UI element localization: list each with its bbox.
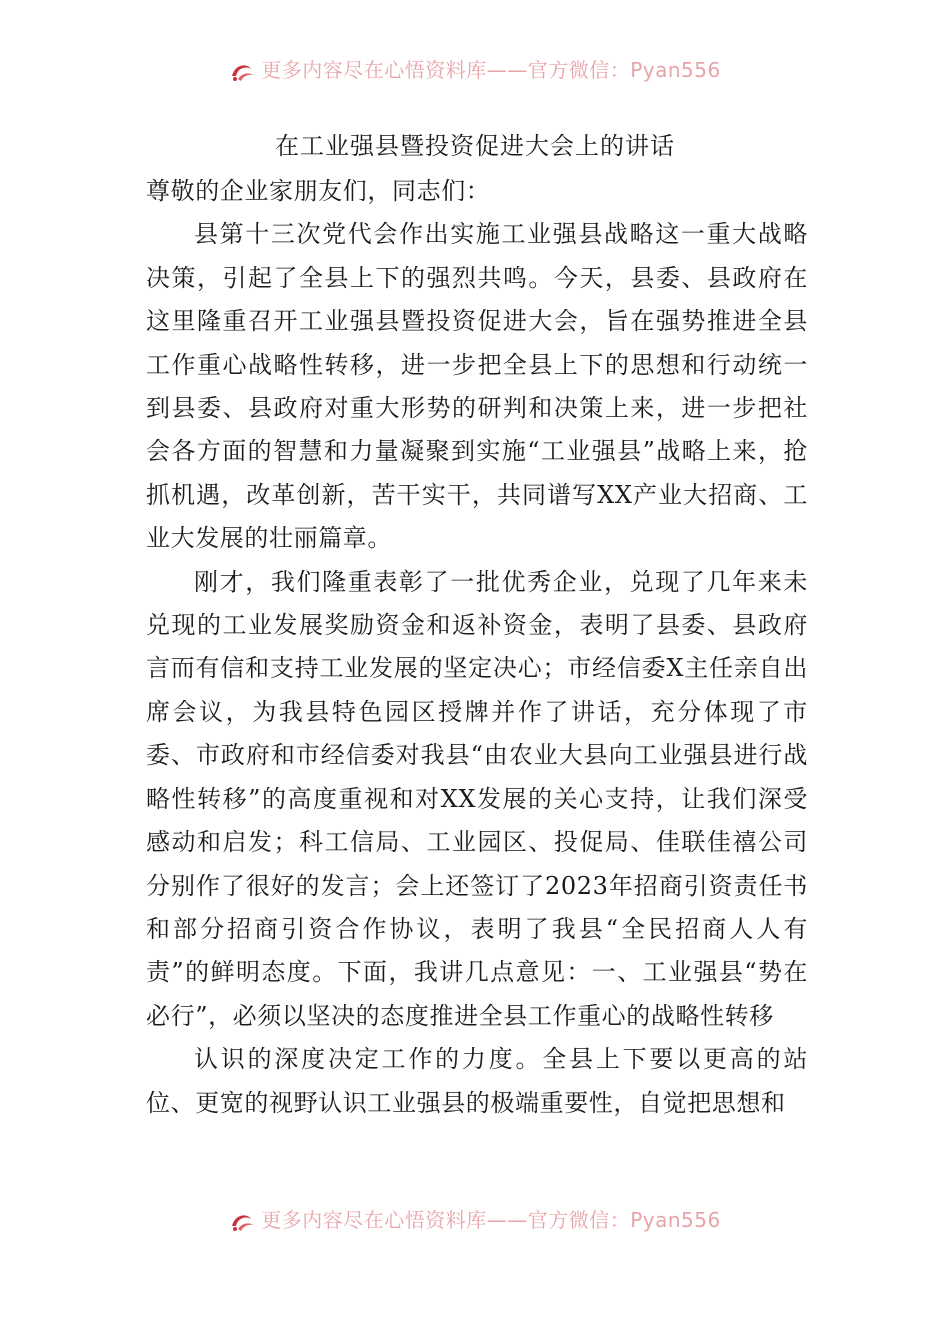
paragraph-3: 认识的深度决定工作的力度。全县上下要以更高的站位、更宽的视野认识工业强县的极端重要性，自觉把思想和 <box>146 1045 808 1117</box>
watermark-text: 更多内容尽在心悟资料库——官方微信：Pyan556 <box>261 57 721 82</box>
brand-logo-icon <box>229 61 255 83</box>
document-body <box>146 170 808 1125</box>
header-watermark <box>0 56 950 88</box>
watermark-text: 更多内容尽在心悟资料库——官方微信：Pyan556 <box>261 1207 721 1232</box>
salutation: 尊敬的企业家朋友们，同志们： <box>146 177 491 205</box>
paragraph-2: 刚才，我们隆重表彰了一批优秀企业，兑现了几年来未兑现的工业发展奖励资金和返补资金，表明了县委、县政府言而有信和支持工业发展的坚定决心；市经信委X主任亲自出席会议，为我县特色园区授牌并作了讲话，充分体现了市委、市政府和市经信委对我县“由农业大县向工业强县进行战略性转移”的高度重视和对XX发展的关心支持，让我们深受感动和启发；科工信局、工业园区、投促局、佳联佳禧公司分别作了很好的发言；会上还签订了2023年招商引资责任书和部分招商引资合作协议，表明了我县“全民招商人人有责”的鲜明态度。下面，我讲几点意见：一、工业强县“势在必行”，必须以坚决的态度推进全县工作重心的战略性转移 <box>146 567 808 1030</box>
footer-watermark <box>0 1206 950 1238</box>
paragraph-1: 县第十三次党代会作出实施工业强县战略这一重大战略决策，引起了全县上下的强烈共鸣。今天，县委、县政府在这里隆重召开工业强县暨投资促进大会，旨在强势推进全县工作重心战略性转移，进一步把全县上下的思想和行动统一到县委、县政府对重大形势的研判和决策上来，进一步把社会各方面的智慧和力量凝聚到实施“工业强县”战略上来，抢抓机遇，改革创新，苦干实干，共同谱写XX产业大招商、工业大发展的壮丽篇章。 <box>146 220 808 553</box>
document-title: 在工业强县暨投资促进大会上的讲话 <box>275 132 675 160</box>
brand-logo-icon <box>229 1211 255 1233</box>
